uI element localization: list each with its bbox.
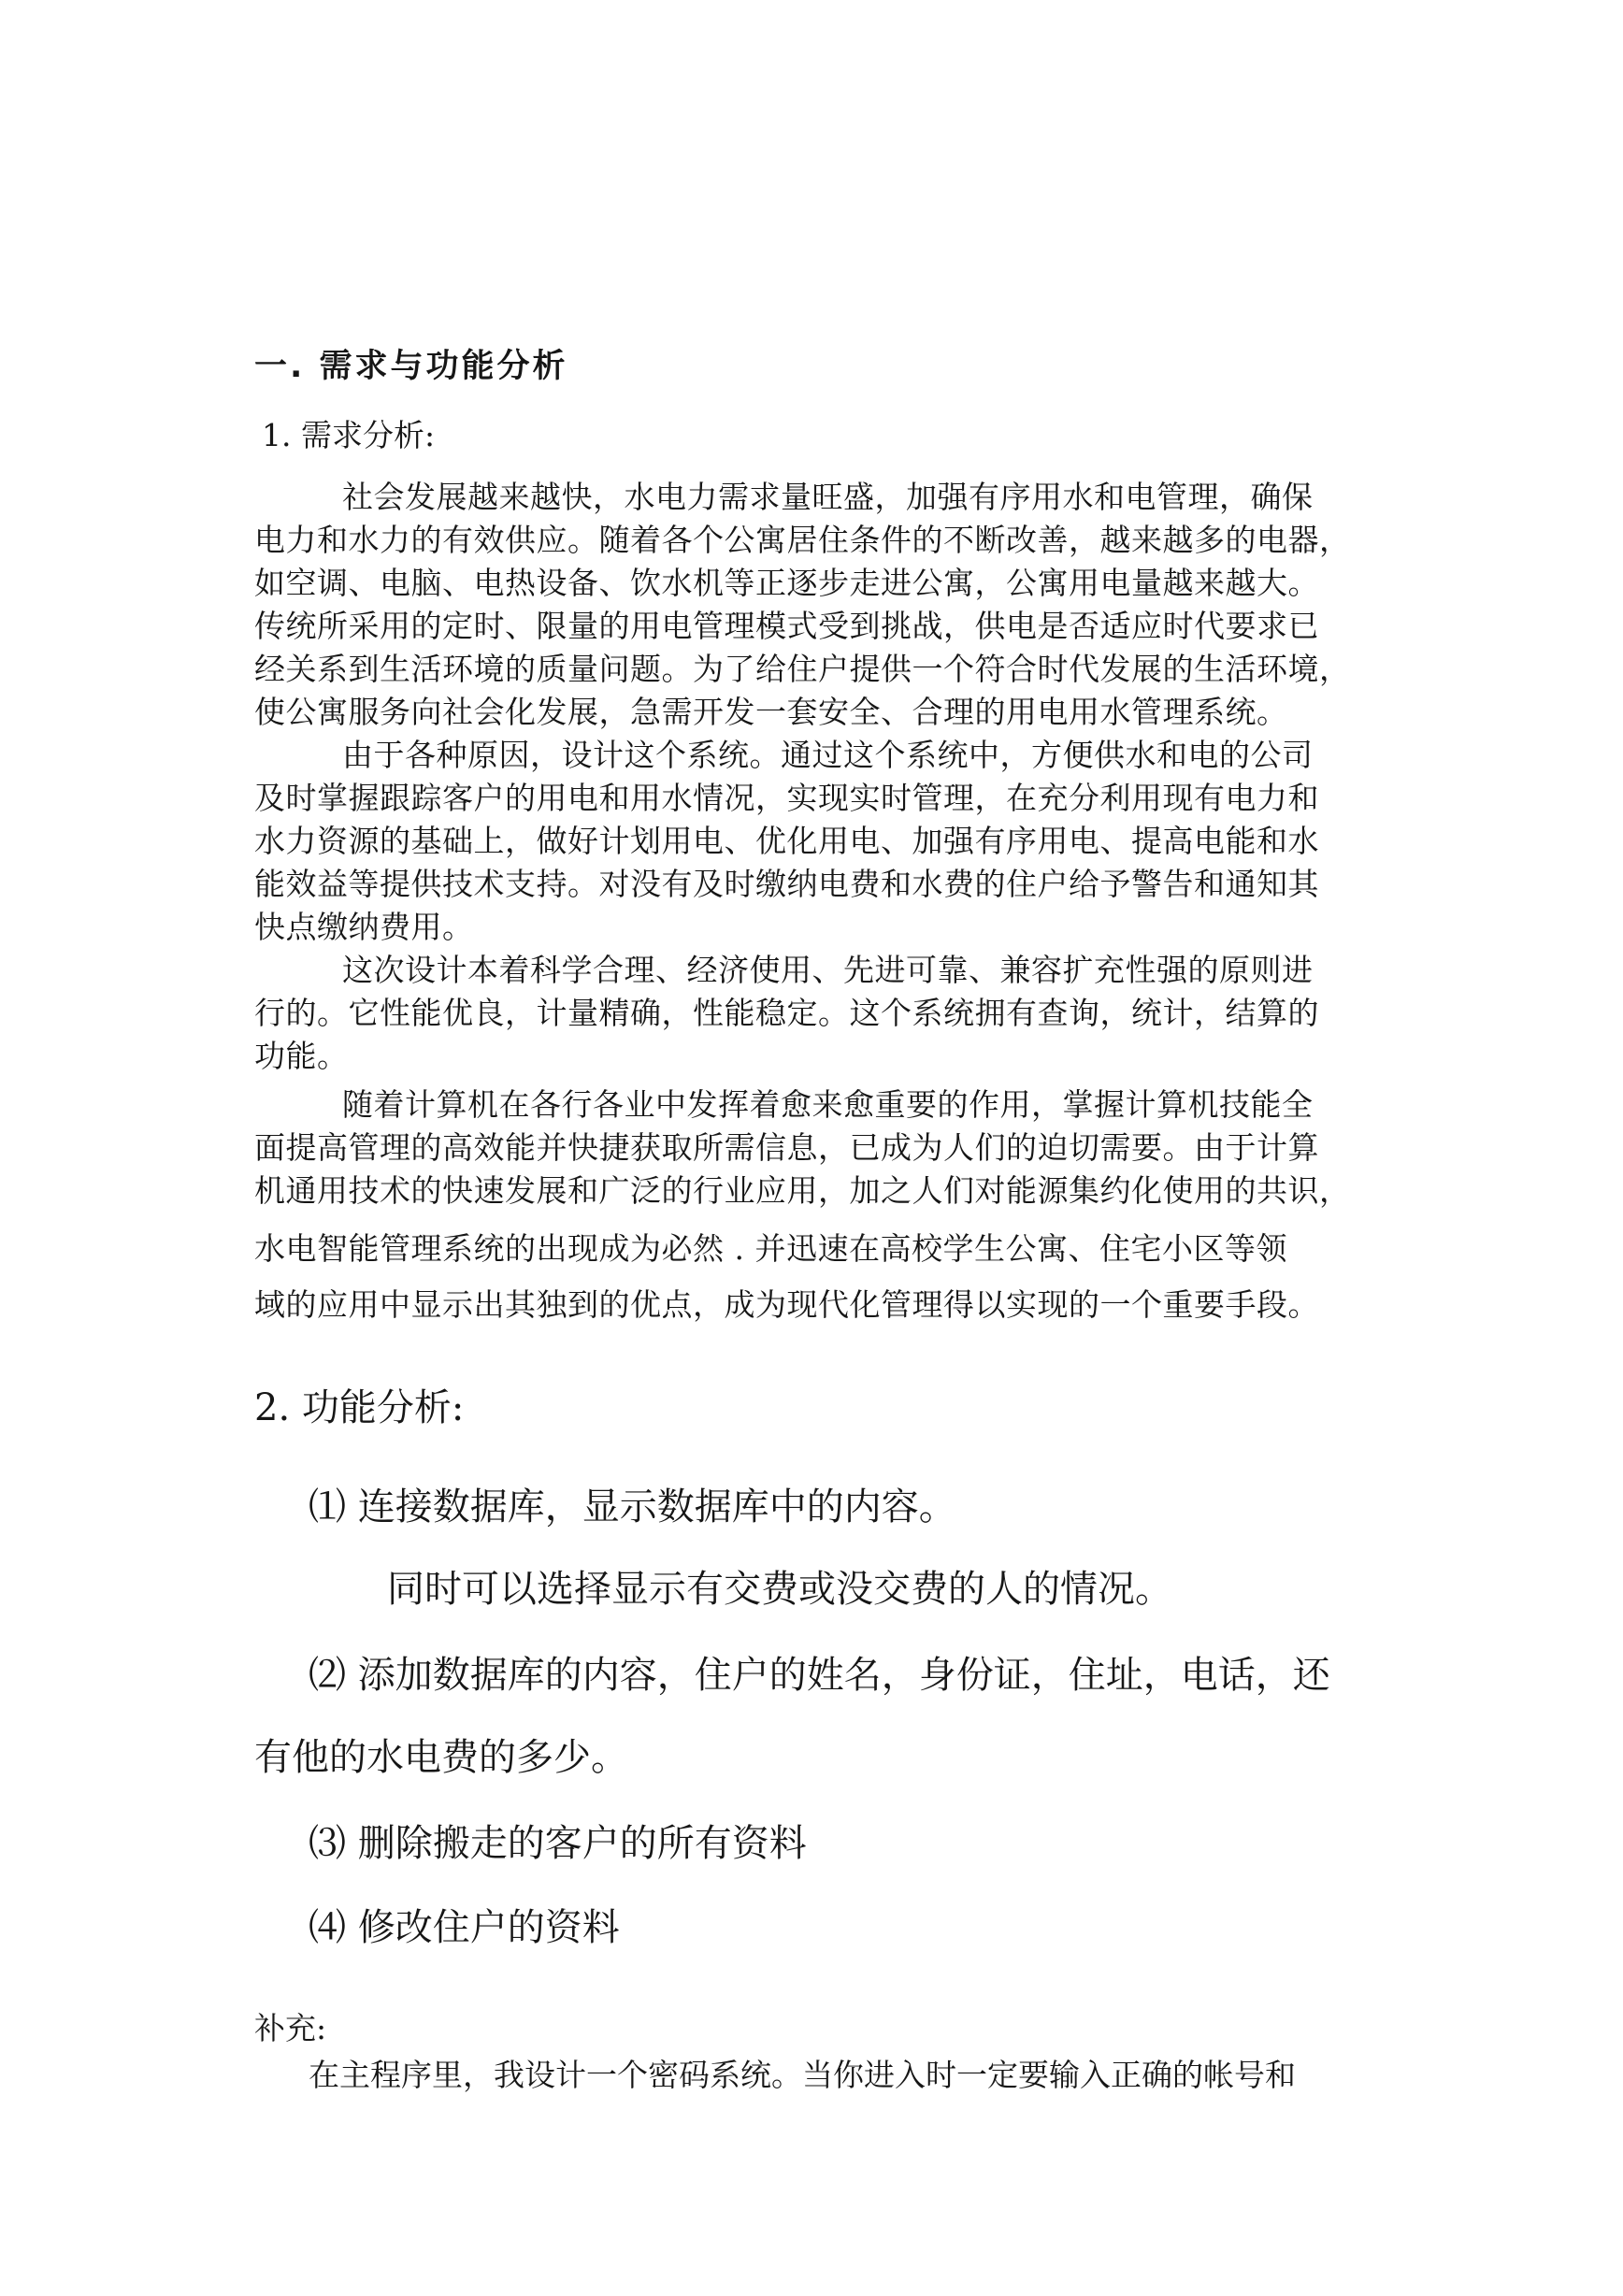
paragraph-line: 机通用技术的快速发展和广泛的行业应用，加之人们对能源集约化使用的共识， bbox=[254, 1172, 1351, 1209]
subsection-title-functions: 2. 功能分析: bbox=[254, 1386, 465, 1429]
paragraph-line: 水力资源的基础上，做好计划用电、优化用电、加强有序用电、提高电能和水 bbox=[254, 823, 1319, 859]
paragraph-line: 及时掌握跟踪客户的用电和用水情况，实现实时管理，在充分利用现有电力和 bbox=[254, 780, 1319, 816]
function-item-2: ⑵ 添加数据库的内容，住户的姓名，身份证，住址，电话，还 bbox=[309, 1654, 1330, 1697]
paragraph-line: 功能。 bbox=[254, 1038, 349, 1074]
function-item-4: ⑷ 修改住户的资料 bbox=[309, 1906, 620, 1949]
supplement-text: 在主程序里，我设计一个密码系统。当你进入时一定要输入正确的帐号和 bbox=[309, 2057, 1296, 2093]
paragraph-line: 面提高管理的高效能并快捷获取所需信息，已成为人们的迫切需要。由于计算 bbox=[254, 1129, 1319, 1166]
subsection-title-requirements: 1. 需求分析: bbox=[262, 417, 436, 453]
paragraph-line: 使公寓服务向社会化发展，急需开发一套安全、合理的用电用水管理系统。 bbox=[254, 694, 1288, 730]
paragraph-line: 水电智能管理系统的出现成为必然 . 并迅速在高校学生公寓、住宅小区等领 bbox=[254, 1230, 1287, 1267]
function-item-1: ⑴ 连接数据库，显示数据库中的内容。 bbox=[309, 1485, 956, 1528]
paragraph-line: 经关系到生活环境的质量问题。为了给住户提供一个符合时代发展的生活环境， bbox=[254, 651, 1351, 687]
paragraph-line: 域的应用中显示出其独到的优点，成为现代化管理得以实现的一个重要手段。 bbox=[254, 1286, 1319, 1323]
paragraph-line: 由于各种原因，设计这个系统。通过这个系统中，方便供水和电的公司 bbox=[342, 737, 1314, 773]
paragraph-line: 这次设计本着科学合理、经济使用、先进可靠、兼容扩充性强的原则进 bbox=[342, 952, 1314, 988]
function-item-1-detail: 同时可以选择显示有交费或没交费的人的情况。 bbox=[387, 1568, 1172, 1611]
supplement-label: 补充: bbox=[254, 2010, 327, 2046]
paragraph-line: 快点缴纳费用。 bbox=[254, 909, 474, 945]
paragraph-line: 电力和水力的有效供应。随着各个公寓居住条件的不断改善，越来越多的电器， bbox=[254, 522, 1351, 558]
function-item-2-continued: 有他的水电费的多少。 bbox=[254, 1736, 628, 1779]
paragraph-line: 能效益等提供技术支持。对没有及时缴纳电费和水费的住户给予警告和通知其 bbox=[254, 866, 1319, 902]
function-item-3: ⑶ 删除搬走的客户的所有资料 bbox=[309, 1822, 807, 1865]
paragraph-line: 如空调、电脑、电热设备、饮水机等正逐步走进公寓，公寓用电量越来越大。 bbox=[254, 565, 1319, 601]
section-title: 一. 需求与功能分析 bbox=[254, 348, 568, 385]
paragraph-line: 随着计算机在各行各业中发挥着愈来愈重要的作用，掌握计算机技能全 bbox=[342, 1086, 1314, 1123]
paragraph-line: 社会发展越来越快，水电力需求量旺盛，加强有序用水和电管理，确保 bbox=[342, 479, 1314, 515]
paragraph-line: 传统所采用的定时、限量的用电管理模式受到挑战，供电是否适应时代要求已 bbox=[254, 608, 1319, 644]
paragraph-line: 行的。它性能优良，计量精确，性能稳定。这个系统拥有查询，统计，结算的 bbox=[254, 995, 1319, 1031]
